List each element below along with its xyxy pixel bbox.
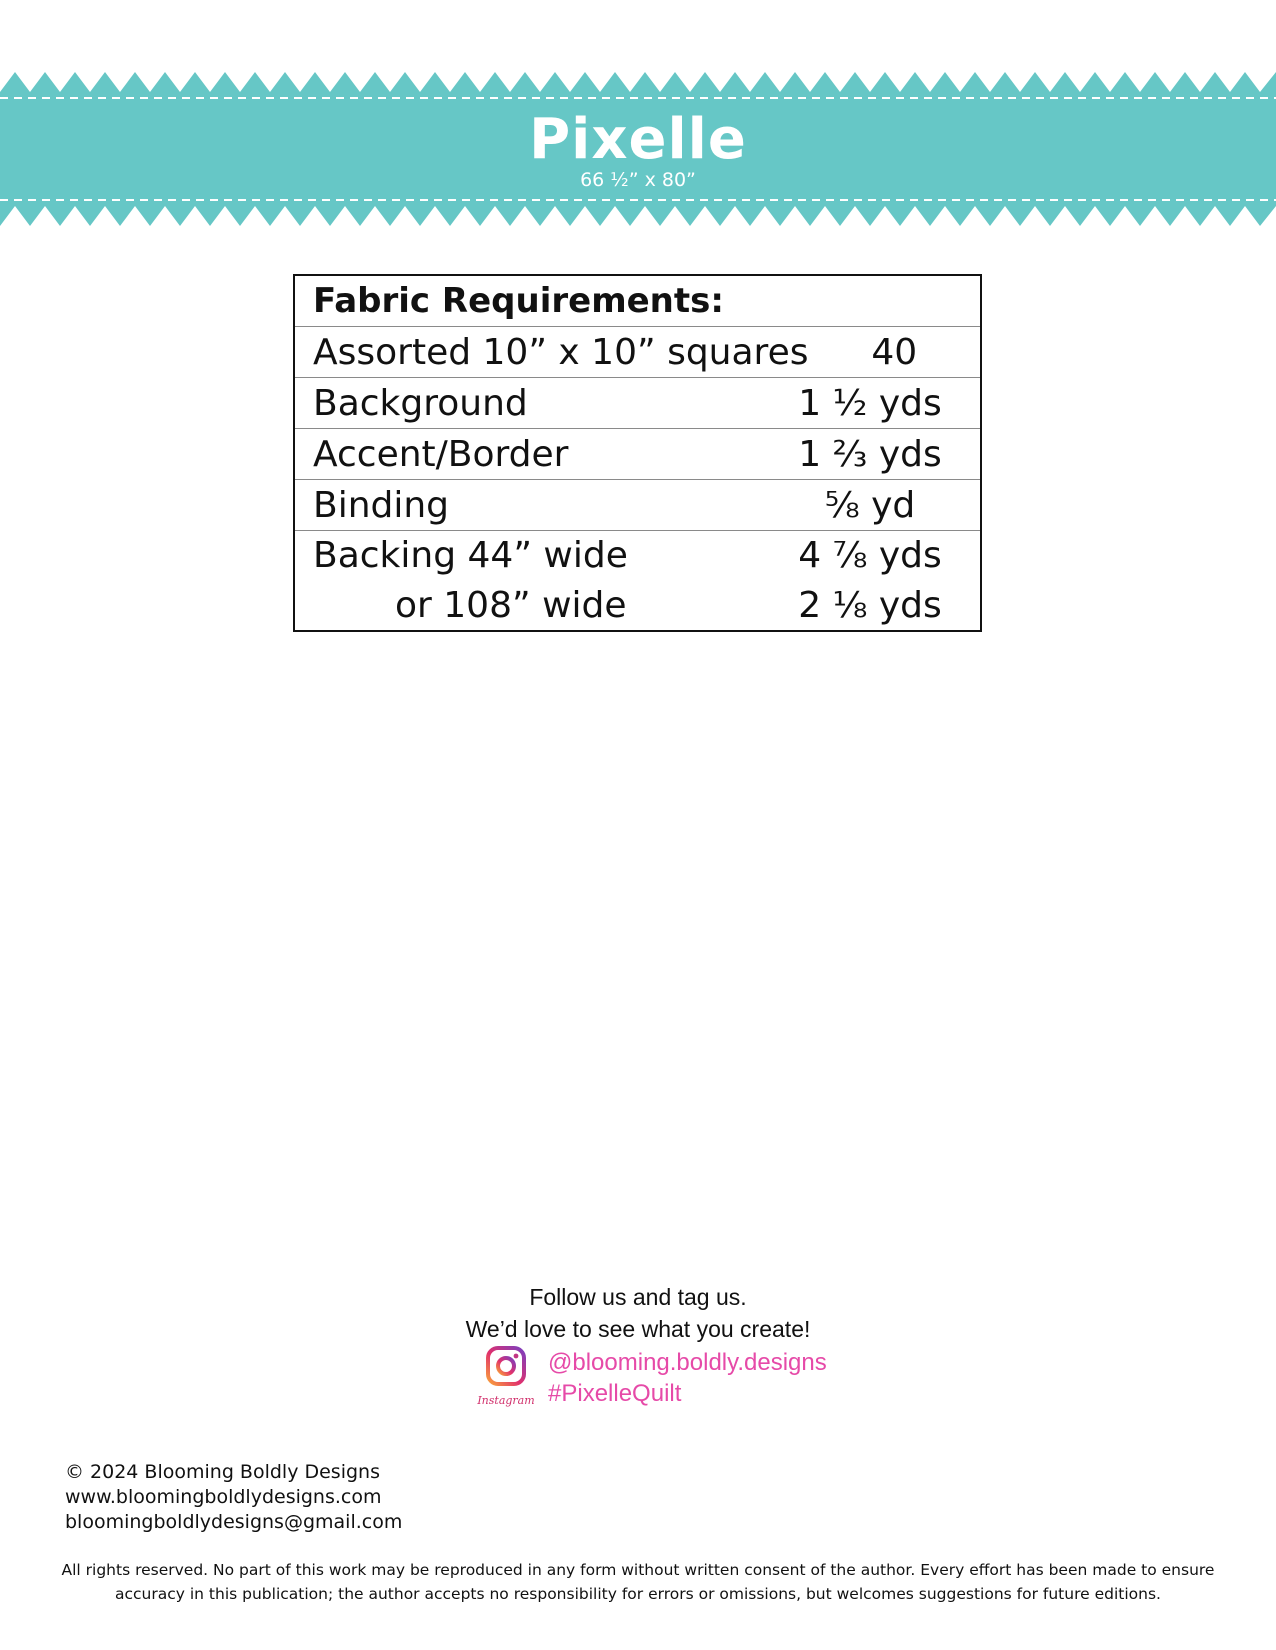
fabric-quantity: 1 ½ yds bbox=[798, 382, 942, 424]
table-heading: Fabric Requirements: bbox=[313, 281, 724, 321]
table-row bbox=[295, 377, 980, 428]
instagram-icon bbox=[474, 1346, 538, 1410]
instagram-handle[interactable]: @blooming.boldly.designs bbox=[548, 1349, 827, 1376]
quilt-dimensions: 66 ½” x 80” bbox=[580, 169, 696, 191]
follow-text: Follow us and tag us. bbox=[529, 1284, 747, 1310]
fabric-name: Binding bbox=[313, 484, 450, 526]
fabric-requirements-table bbox=[293, 274, 982, 632]
fabric-quantity: 2 ⅛ yds bbox=[798, 584, 942, 626]
fabric-quantity: ⅝ yd bbox=[824, 484, 916, 526]
table-row bbox=[295, 479, 980, 530]
instagram-wordmark: Instagram bbox=[477, 1394, 535, 1407]
backing-row bbox=[295, 530, 980, 630]
table-row bbox=[295, 326, 980, 377]
table-row bbox=[295, 428, 980, 479]
disclaimer bbox=[50, 1558, 1226, 1606]
fabric-name: Backing 44” wide bbox=[313, 535, 628, 577]
fabric-name: Accent/Border bbox=[313, 433, 569, 475]
hashtag: #PixelleQuilt bbox=[548, 1380, 682, 1407]
copyright: © 2024 Blooming Boldly Designs bbox=[65, 1461, 380, 1483]
backing-44-row bbox=[295, 531, 980, 581]
fabric-name: Assorted 10” x 10” squares bbox=[313, 331, 809, 373]
create-text: We’d love to see what you create! bbox=[465, 1316, 811, 1342]
fabric-quantity: 1 ⅔ yds bbox=[798, 433, 942, 475]
fabric-name: or 108” wide bbox=[395, 584, 627, 626]
disclaimer-line: All rights reserved. No part of this work may be reproduced in any form without written consent of the author. Every effort has been made to ensure bbox=[61, 1561, 1215, 1579]
fabric-quantity: 40 bbox=[871, 331, 918, 373]
fabric-quantity: 4 ⅞ yds bbox=[798, 535, 942, 577]
backing-108-row bbox=[295, 581, 980, 631]
disclaimer-line: accuracy in this publication; the author accepts no responsibility for errors or omissions, but welcomes suggestions for future editions. bbox=[115, 1585, 1161, 1603]
email-link[interactable]: bloomingboldlydesigns@gmail.com bbox=[65, 1511, 403, 1533]
website-link[interactable]: www.bloomingboldlydesigns.com bbox=[65, 1486, 382, 1508]
fabric-name: Background bbox=[313, 382, 528, 424]
page-title: Pixelle bbox=[529, 107, 747, 172]
table-heading-row bbox=[295, 276, 980, 326]
footer-contact bbox=[65, 1460, 402, 1535]
